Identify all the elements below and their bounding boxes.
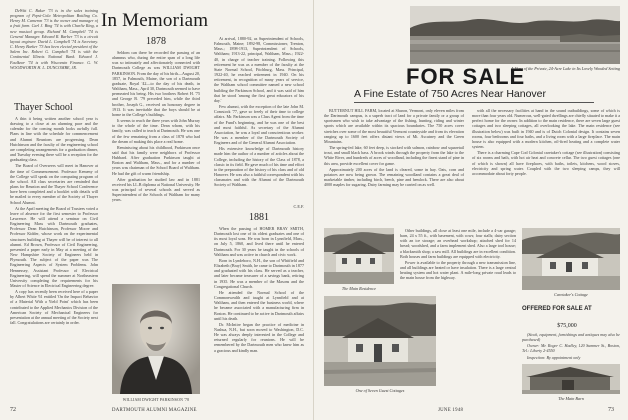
lake-image (410, 6, 620, 64)
obituary-1878-continued: At arrival, 1880-92, as Superintendent of Schools, Falmouth, Maine; 1892-98, Commissioner, Trenton, Mass.; 1898-1913, Superintendent of Schools, Waltham; 1913-22, principal, Waltham, Mass.; 1922-40, in charge of teacher training. Following this retirement he was as a member of the faculty at the State Normal School, Fitchburg, Mass. Principal, 1922-40, he reached retirement in 1940. On his retirement, in recognition of many years of service, the Waltham school committee named a new school building the Parkinson School, and it was said of him that he stood 'among the first great educators of his day.' Few alumni, with the exception of the late John M. Comstock '77, gave so freely of their time to college affairs. Mr. Parkinson was a Class Agent from the time of the Fund's beginning, and he was one of the best and most faithful. As secretary of the Alumni Association, he was a loyal and conscientious worker. He was a member of the Dartmouth Society of Engineers and of the General Alumni Association. His extensive knowledge of Dartmouth history made him the author of a number of articles about the College, including the history of the Class of 1878, a classic in its field. He gave much of his time and effort to the preparation of the history of his class and of old Hanover. He was also a faithful correspondent with his classmates and with the Alumni of the Dartmouth Society of Waltham. (214, 36, 304, 188)
estate-buildings-text: Other buildings, all close at least one mile, include a 4-car garage; barn, 24 x 55 ft., with basement, with cows; four stalls; dairy section with an ice storage; an overhead workshop; attached shed for 14 bread; woodshed, and a farm implement shed. Also a large tool house; a blacksmith shop; a saw mill. All buildings are in excellent condition. Both houses and farm buildings are equipped with electricity. Power is available to the property through a new transmission line, and all buildings are heated or have insulation. There is a large central heating system and hot water plant. A mile-long private road leads to the main house from the highway. (400, 228, 516, 281)
thayer-school-text: A thin it being written another school year is drawing to a close at an alarming pace and the calendar for the coming month looks awfully full. Plans in line with the schedule for commencement and Alumni Reunions are progressing. Dean Hutchinson and the faculty of the engineering school are completing arrangements for a graduation dinner, and Tuesday evening there will be a reception for the graduating class. The Board of Overseers will meet in Hanover at the time of Commencement. Professor Kemeny of the College will speak on the computing program of the school. All class secretaries are reminded that plans for Reunion and the Thayer School Conference have been completed and a booklet with details will be mailed to every member of the Society of Thayer School Alumni. At the April meeting the Board of Trustees voted a leave of absence for the first semester to Professor Lawrence. He will attend a seminar on Civil Engineering Mass with Dartmouth graduates, Professor Dean Hutchinson, Professor Moore and Professor Kidder, whose work on the experimental structures building at Thayer will be of interest to all alumni. Ed Brown, Professor of Civil Engineering, presented a paper early in May at a meeting of the New Hampshire Society of Engineers held in Plymouth. The subject of the paper was The Engineering Aspects of System Problems. John Hennessey, Assistant Professor of Electrical Engineering, will spend the summer at Northeastern University completing the requirements for his Master of Science in Electrical Engineering degree. A copy has recently been received here of a paper by Albert White '61 entitled 'On the Impact Behavior of a Material With a Yield Point' which has been contributed to the Applied Mechanics Division of the American Society of Mechanical Engineers for presentation at the annual meeting of the Society next fall. Congratulations are certainly in order. (10, 116, 98, 326)
portrait-caption: WILLIAM DWIGHT PARKINSON '78 (122, 398, 190, 402)
offer-details: (Stock, equipment, furnishings and antiques may also be purchased) Owner: Mr. Roger C. Hadley, 120 Summer St., Boston, Tel.: Liberty 2-4550 Inspection: By appointment only (522, 332, 620, 360)
page-number-left: 72 (10, 407, 16, 413)
main-barn-photo (522, 364, 620, 394)
obituary-1878: Seldom can there be recorded the passing of an alumnus who, during the entire span of a long life was so intimately and affectionately connected with Dartmouth College as was WILLIAM DWIGHT PARKINSON. From the day of his birth—August 20, 1857, in Falmouth, Maine, the son of a Dartmouth graduate, Royal '42—to the day of his death, in Waltham, Mass., April 30, Dartmouth seemed to have permeated his being. His two brothers Robert H. '75 and George B. '79 preceded him, while the third brother, Joseph G., received an honorary degree in 1913. It was inevitable that the boys should be at home in the College's buildings. It seems to reach the three years with John Murray to the whole of the time. Dean whom, with his family, was called to teach at Dartmouth. He was one of the few remaining from a class of 1878 who had the dream of making this place a real home. Reminiscing about his childhood, Parkinson once said that his family were neighbors of Professor Hubbard. After graduation Parkinson taught at Boston and Waltham, Mass., and for a number of years was chairman of the School Board of Waltham. He had the gift of warm friendship. After graduation he studied law and in 1881 received his LL.B diploma at National University. He was principal of several schools and served as Superintendent of the Schools of Waltham for many years. (112, 50, 200, 203)
portrait-image (112, 284, 200, 394)
main-residence-caption: The Main Residence (341, 286, 377, 291)
lake-caption: A View of the Private, 24-Acre Lake in Its Lovely Wooded Setting (511, 66, 620, 71)
caretaker-cottage-caption: Caretaker's Cottage (554, 292, 588, 297)
page-title: In Memoriam (101, 10, 209, 31)
page-number-right: 73 (608, 407, 614, 413)
thayer-school-heading: Thayer School (14, 102, 73, 113)
sale-price: $75,000 (557, 323, 577, 329)
guest-cottage-image (324, 296, 436, 386)
estate-description-left: BUTTERNUT HILL FARM, located at Sharon, Vermont, only eleven miles from the Dartmouth campus, is a superb tract of land for a private family or a group of sportsmen who wish to take advantage of the fishing, hunting, riding and winter sports which are available within its spacious boundaries. The 750 acres cover stretches over some of the most beautiful Vermont countryside and from its elevation ranging up to 1600 feet offers distant views of Mt. Ascutney and the Green Mountains. The spring-fed lake, 60 feet deep, is stocked with salmon, rainbow and squaretail trout, and small black bass. A brook winds through the property from the lake to the White River, and hundreds of acres of woodland, including the finest stand of pine in this area, provide excellent cover for game. Approximately 200 acres of the land is cleared, some in hay. Oats, corn and potatoes are now being grown. The remaining woodland contains a great deal of marketable timber, including birch, beech, pine and hemlock. There are also about 4000 maples for sugaring. Dairy farming may be carried on as well. (324, 108, 464, 188)
main-barn-caption: The Main Barn (558, 396, 584, 401)
portrait-photo (112, 284, 200, 394)
title-rule (354, 102, 594, 103)
guest-cottage-photo (324, 296, 436, 386)
main-barn-image (522, 364, 620, 394)
right-page (314, 0, 628, 420)
magazine-footer: DARTMOUTH ALUMNI MAGAZINE (112, 408, 197, 413)
caretaker-cottage-photo (522, 228, 620, 290)
main-residence-image (324, 228, 394, 284)
year-heading-1881: 1881 (249, 212, 269, 223)
obituary-signature: C.E.F. (293, 204, 304, 209)
issue-footer: JUNE 1948 (438, 408, 464, 413)
estate-description-right: with all the necessary facilities at hand in the sound outbuildings, some of which is more than four years old. Numerous, well-gated dwellings are chiefly situated to make it a perfect home for the owner. In addition to the main residence, there are seven large guest cottages and two sleeping cottages, all overlooking the lake. The main residence (see illustration below) was built in 1940 and is of Dutch Colonial design. It contains seven rooms, four bedrooms and four baths, and a living room with a large fireplace. The main house is also equipped with a modern kitchen, oil-fired heating and a complete water system. There is a charming Cape Cod Colonial caretaker's cottage (see illustration) consisting of six rooms and bath, with hot air heat and concrete cellar. The two guest cottages (one of which is shown) all have fireplaces, with baths, toilets, kitchens, wood stoves, electricity and spring water. Coupled with the two sleeping camps, they will accommodate about forty people. (472, 108, 620, 176)
caretaker-cottage-image (522, 228, 620, 290)
class-notes-credits: DeWitt C. Baker '73 is in the sales training program of Pepsi-Cola Metropolitan Bottling Co. Henry M. Cameron '73 is the owner and manager of a fruit farm. Carl J. Bing '74 is with Charlie Ring, a new musical group. Richard M. Campbell '74 is General Manager. Edward R. Barber '73 is a circuit layout engineer. David L. Campbell '74 is Secretary. C. Henry Barker '73 has been elected president of the Salem Inc. Robert G. Campbell '74 is with the Continental Illinois National Bank. Edward J. Faulkner '74 is with Wisconsin Finance. G. W. WOODWORTH H. L. DUNCOMBE, JR. (10, 8, 98, 70)
lake-photo (410, 6, 620, 64)
estate-subtitle: A Fine Estate of 750 Acres Near Hanover (354, 88, 547, 100)
year-heading-1878: 1878 (146, 36, 166, 47)
guest-cottage-caption: One of Seven Guest Cottages (355, 388, 405, 393)
main-residence-photo (324, 228, 394, 284)
for-sale-title: FOR SALE (406, 64, 526, 89)
offered-heading: OFFERED FOR SALE AT (522, 306, 592, 312)
obituary-1881: When the passing of HOMER BRAY SMITH, Dartmouth lost one of its oldest graduates and one of its most loyal sons. He was born in Lynnfield, Mass., on July 5, 1860, and lived there until he entered Dartmouth. For 30 years he taught in the schools of Waltham and was active in church and civic work. Born in Lyndeboro, N.H., the son of Whitfield and Elizabeth (Bray) Smith, he came to Dartmouth in 1877 and graduated with his class. He served as a teacher, and later became treasurer of a savings bank, retiring in 1935. He was a member of the Masons and the Congregational Church. He attended the Normal School of the Commonwealth and taught at Lynnfield and at Waltham, and then entered the business world, where he became associated with a manufacturing firm in Boston. He continued to be active in Dartmouth affairs until his death. Dr. McIntire began the practice of medicine in Nashua, N.H., but soon moved to Washington, D.C. He was always deeply interested in the College and returned regularly for reunions. He will be remembered by the Dartmouth men who knew him as a gracious and kindly man. (214, 226, 304, 353)
